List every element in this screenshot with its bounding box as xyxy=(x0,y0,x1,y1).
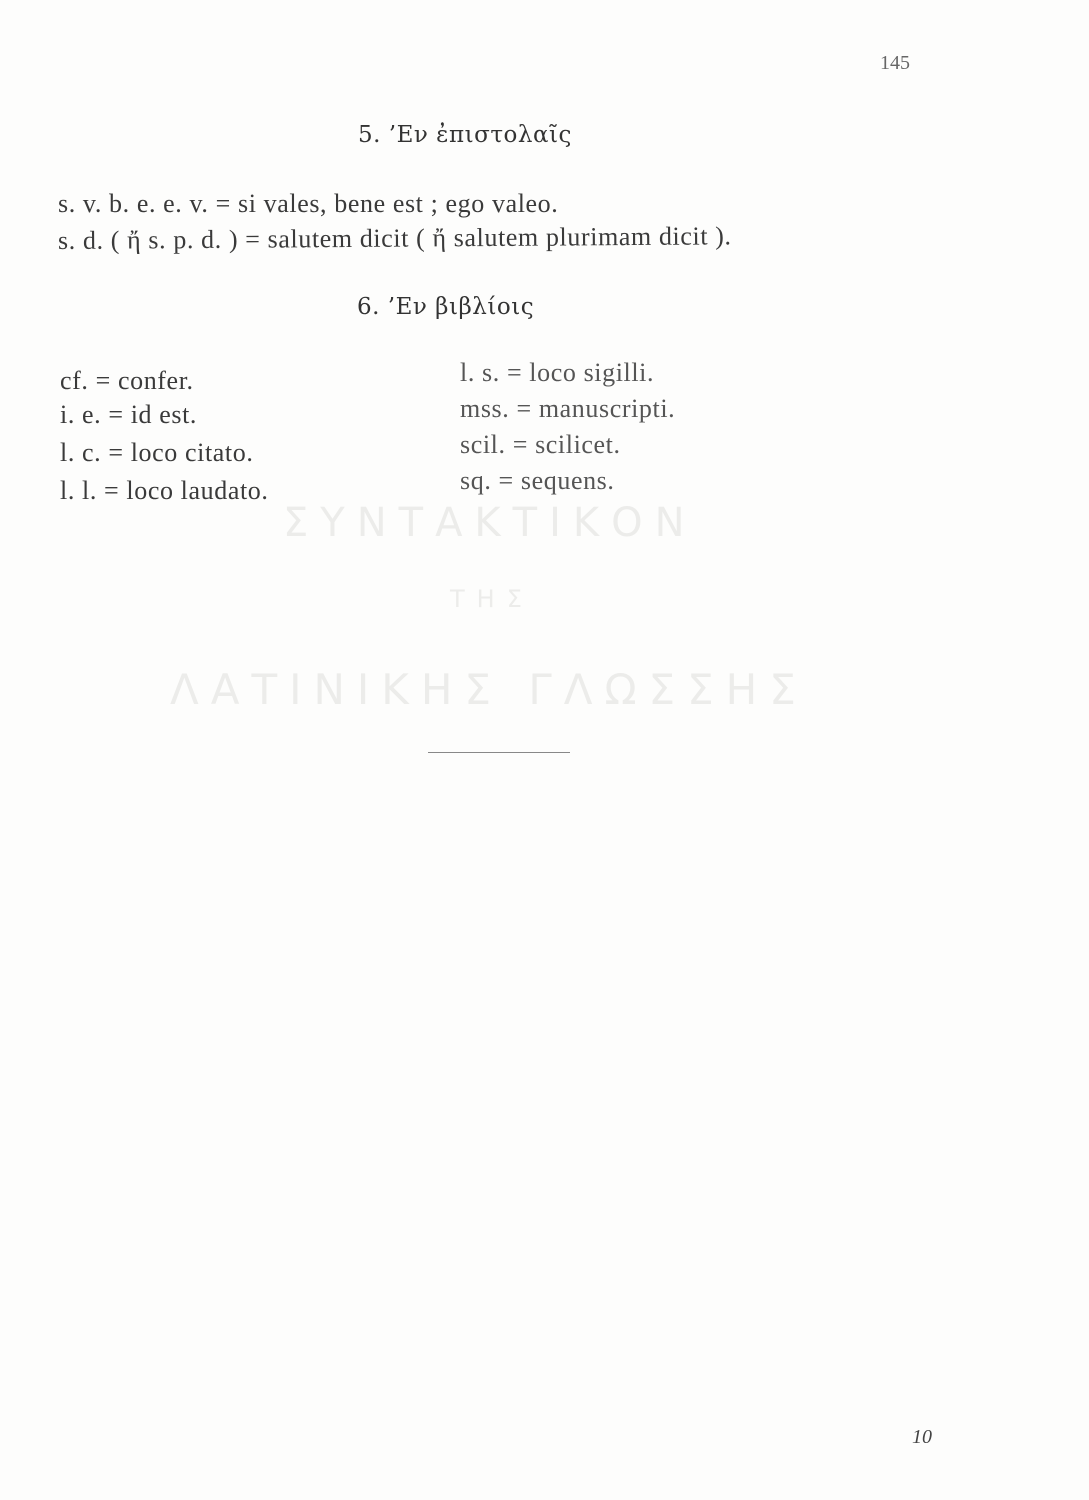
signature-mark: 10 xyxy=(912,1426,932,1448)
abbreviation-line: s. d. ( ἤ s. p. d. ) = salutem dicit ( ἤ salutem plurimam dicit ). xyxy=(57,221,732,255)
abbreviation-entry: i. e. = id est. xyxy=(60,400,198,429)
abbreviation-line: s. v. b. e. e. v. = si vales, bene est ; ego valeo. xyxy=(58,189,559,218)
show-through-text: ΣΥΝΤΑΚΤΙΚΟΝ xyxy=(283,500,697,546)
abbreviation-entry: cf. = confer. xyxy=(60,366,194,395)
abbreviation-entry: l. l. = loco laudato. xyxy=(60,476,269,505)
show-through-text: ΤΗΣ xyxy=(450,585,534,613)
divider-rule xyxy=(428,752,570,753)
page-number: 145 xyxy=(880,52,910,74)
section-heading-epistles: 5. ’Εν ἐπιστολαῖς xyxy=(358,122,572,148)
abbreviation-entry: l. c. = loco citato. xyxy=(60,438,254,467)
show-through-text: ΛΑΤΙΝΙΚΗΣ ΓΛΩΣΣΗΣ xyxy=(170,665,808,714)
section-heading-books: 6. ’Εν βιβλίοις xyxy=(357,294,535,320)
abbreviation-entry: scil. = scilicet. xyxy=(460,430,621,459)
abbreviation-entry: l. s. = loco sigilli. xyxy=(460,358,655,387)
abbreviation-entry: mss. = manuscripti. xyxy=(460,394,676,423)
abbreviation-entry: sq. = sequens. xyxy=(460,466,615,495)
